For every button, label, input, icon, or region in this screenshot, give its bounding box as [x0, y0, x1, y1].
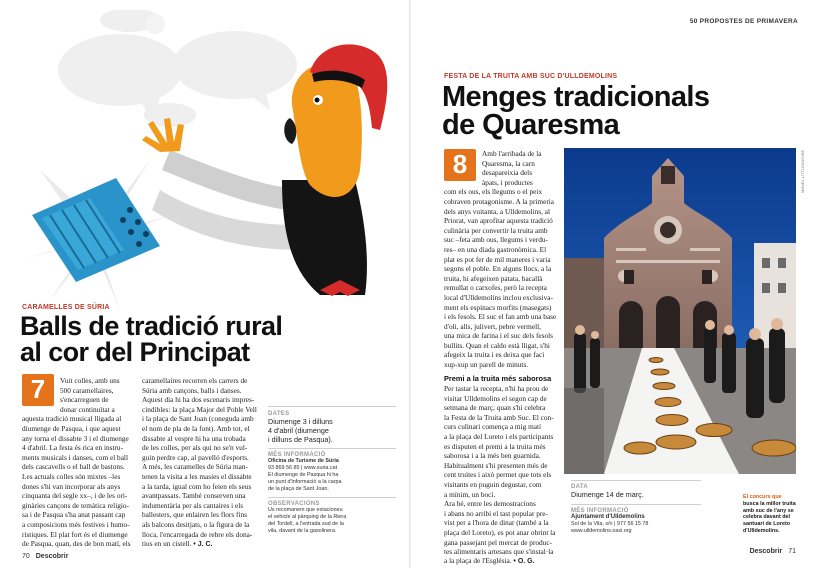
left-dates-line-2: 4 d'abril (diumenge — [268, 426, 329, 435]
text-line: any torna el dissabte 3 i el diumenge — [22, 433, 129, 443]
text-line: Les actuals colles són mixtes –les — [22, 471, 121, 481]
text-line: visitar Ulldemolins el segon cap de — [444, 393, 547, 403]
text-line: dels cascavells o el ball de bastons. — [22, 462, 125, 472]
text-line: plaça del Loreto), es pot anar obrint la — [444, 527, 556, 537]
left-phone-line: 93 869 56 85 | www.suria.cat — [268, 465, 338, 471]
caption-line-4: santuari de Loreto — [743, 521, 791, 528]
text-line: Aquest dia hi ha dos escenaris impres- — [142, 395, 255, 405]
right-headline-line-1: Menges tradicionals — [442, 81, 710, 113]
left-magazine-name: Descobrir — [35, 553, 69, 560]
text-line: Habitualment s'hi presenten més de — [444, 460, 548, 470]
right-last-line: a la plaça de l'Església. — [444, 556, 512, 565]
left-number-badge: 7 — [22, 374, 54, 406]
text-line: el nom de pla de la font). Amb tot, el — [142, 423, 250, 433]
left-folio — [22, 553, 68, 560]
text-line: a la tarda, igual com ho feien els seus — [142, 481, 252, 491]
text-line: saborosa i a la més ben guarnida. — [444, 451, 541, 461]
text-line: cinquanta del segle xx–, i de les ori- — [22, 491, 128, 501]
text-line: àpats, i productes — [482, 177, 533, 187]
right-body-end: a la plaça de l'Església. • O. G. — [444, 556, 535, 565]
text-line: 4 d'abril. La festa és rica en instru- — [22, 443, 123, 453]
left-last-line: tius en un cistell. — [142, 539, 192, 548]
text-line: s'encarreguen de — [60, 395, 109, 405]
text-line: culinària per convertir la truita amb — [444, 225, 548, 235]
left-obs-1: Us recomanem que estacioneu — [268, 507, 343, 513]
photo-caption — [743, 494, 803, 535]
text-line: d'oli, alls, julivert, pebre vermell, — [444, 321, 541, 331]
text-line: vist per a l'hora de dinar (també a la — [444, 518, 549, 528]
right-signature: O. G. — [517, 558, 535, 565]
text-line: a composicions més festives i humo- — [22, 519, 130, 529]
left-obs-4: vila, davant de la gasolinera. — [268, 528, 337, 534]
text-line: suc –feta amb ous, llegums i verdu- — [444, 235, 548, 245]
text-line: plat es pot fer de mil maneres i varia — [444, 254, 551, 264]
text-line: setmana de març, quan s'hi celebra — [444, 403, 546, 413]
text-line: com els ous, els llegums o el peix — [444, 187, 543, 197]
text-line: rístiques. El plat fort és el diumenge — [22, 529, 128, 539]
text-line: donar continuïtat a — [60, 404, 115, 414]
text-line: Priorat, van aprofitar aquesta tradició — [444, 216, 553, 226]
text-line: Amb l'arribada de la — [482, 149, 542, 158]
text-line: i abans no arribi el tast popular pre- — [444, 508, 548, 518]
right-more-info-label: MÉS INFORMACIÓ — [571, 508, 629, 514]
right-magazine-name: Descobrir — [749, 548, 783, 555]
text-line: truita, hi afegeixen patata, bacallà — [444, 273, 543, 283]
caption-line-1: busca la millor truita — [743, 500, 796, 507]
text-line: segons el poble. En alguns llocs, a la — [444, 264, 552, 274]
left-dates-line-1: Diumenge 3 i dilluns — [268, 417, 333, 426]
left-headline — [20, 313, 282, 365]
text-line: la Festa de la Truita amb Suc. El con- — [444, 412, 554, 422]
right-number-badge: 8 — [444, 149, 476, 181]
text-line: cindibles: la plaça Major del Poble Vell — [142, 404, 257, 414]
left-signature: J. C. — [197, 541, 213, 548]
text-line: i els fesols. El suc el fan amb una base — [444, 312, 557, 322]
text-line: a mínim, un bocí. — [444, 489, 496, 499]
text-line: guin perdre cap, al pavelló d'esports. — [142, 452, 249, 462]
right-kicker: FESTA DE LA TRUITA AMB SUC D'ULLDEMOLINS — [444, 73, 618, 80]
text-line: de les colles, per als qui no se'n vul- — [142, 443, 248, 453]
text-line: dels anys vuitanta, a Ulldemolins, al — [444, 206, 550, 216]
left-info-box — [268, 406, 396, 535]
running-head: 50 PROPOSTES DE PRIMAVERA — [689, 18, 798, 25]
text-line: Quaresma, la carn — [482, 158, 535, 168]
left-office-name: Oficina de Turisme de Súria — [268, 458, 339, 464]
text-line: remullat o carxofes, però la recepta — [444, 283, 547, 293]
text-line: 500 caramellaires, — [60, 385, 114, 395]
left-observations-label: OBSERVACIONS — [268, 501, 320, 507]
left-dates-line-3: i dilluns de Pasqua). — [268, 435, 333, 444]
left-column-2-end: tius en un cistell. • J. C. — [142, 539, 213, 548]
left-column-1 — [22, 376, 134, 549]
text-line: afegeix la truita i es deixa que faci — [444, 350, 545, 360]
text-line: ment els espinacs morfits (masegats) — [444, 302, 552, 312]
right-headline-line-2: de Quaresma — [442, 109, 620, 141]
text-line: cobraven protagonisme. A la primeria — [444, 196, 555, 206]
text-line: A més, les caramelles de Súria man- — [142, 462, 248, 472]
right-date-text: Diumenge 14 de març. — [571, 490, 644, 499]
text-line: Súria amb cançons, balls i danses. — [142, 385, 242, 395]
caption-line-5: d'Ulldemolins. — [743, 527, 780, 534]
accordion-drawing — [32, 178, 160, 282]
illustration-caramellaire — [20, 10, 400, 310]
left-note-3: de la plaça de Sant Joan. — [268, 486, 329, 492]
right-intro-column — [444, 149, 557, 370]
text-line: indumentària per als cantaires i els — [142, 500, 244, 510]
text-line: Ara bé, entre les demostracions — [444, 499, 536, 509]
right-body-column — [444, 384, 557, 557]
text-line: visitants en puguin degustar, com — [444, 479, 542, 489]
text-line: tenen la visita a les masies el dissabte — [142, 471, 252, 481]
right-address-line: Sol de la Vila, s/n | 977 56 15 78 — [571, 521, 649, 527]
text-line: sa i de Pasqua s'ha anat passant cap — [22, 510, 126, 520]
text-line: als balcons desitjats, o la figura de la — [142, 519, 250, 529]
text-line: bullits. Quan el caldo està lligat, s'hi — [444, 340, 550, 350]
text-line: ginàries cançons de temàtica religio- — [22, 500, 129, 510]
text-line: una mica de farina i el suc dels fesols — [444, 331, 554, 341]
right-page-number: 71 — [788, 548, 796, 555]
left-note-1: El diumenge de Pasqua hi ha — [268, 472, 339, 478]
text-line: a la plaça del Loreto i els participants — [444, 431, 554, 441]
right-info-box — [571, 480, 701, 535]
text-line: avantpassats. També conserven una — [142, 491, 246, 501]
text-line: gana passejant pel mercat de produc- — [444, 537, 552, 547]
right-date-label: DATA — [571, 484, 588, 490]
text-line: aquesta tradició musical lligada al — [22, 414, 122, 424]
page-gutter — [409, 0, 411, 568]
caption-line-2: amb suc de l'any se — [743, 507, 794, 514]
left-obs-3: del Tordell, a l'entrada sud de la — [268, 521, 344, 527]
left-obs-2: el vehicle al pàrquing de la Riera — [268, 514, 347, 520]
text-line: de Pasqua, quan, des de bon matí, els — [22, 539, 131, 549]
text-line: Vuit colles, amb uns — [60, 376, 120, 385]
left-kicker: CARAMELLES DE SÚRIA — [22, 304, 110, 311]
text-line: cent truites i això permet que tots els — [444, 470, 552, 480]
photo-sanctuary-loreto — [564, 148, 796, 474]
text-line: dones s'hi van incorporar als anys — [22, 481, 121, 491]
right-subhead: Premi a la truita més saborosa — [444, 374, 552, 383]
left-note-2: un punt d'informació a la carpa — [268, 479, 342, 485]
text-line: Per tastar la recepta, n'hi ha prou de — [444, 384, 549, 393]
left-more-info-label: MÉS INFORMACIÓ — [268, 452, 326, 458]
text-line: lloca, l'encarregada de rebre els dona- — [142, 529, 253, 539]
caption-line-3: celebra davant del — [743, 514, 791, 521]
caption-title: El concurs que — [743, 494, 782, 500]
text-line: desapareixia dels — [482, 168, 533, 178]
left-headline-line-2: al cor del Principat — [20, 337, 250, 367]
right-office-name: Ajuntament d'Ulldemolins — [571, 514, 645, 520]
text-line: caramellaires recorren els carrers de — [142, 376, 248, 385]
text-line: curs culinari comença a mig matí — [444, 422, 542, 432]
text-line: ments musicals i danses, com el ball — [22, 452, 128, 462]
text-line: diumenge de Pasqua, i que aquest — [22, 423, 121, 433]
text-line: xup-xup un parell de minuts. — [444, 360, 529, 370]
text-line: dissabte al vespre hi ha una trobada — [142, 433, 246, 443]
text-line: res– en una diada gastronòmica. El — [444, 244, 547, 254]
text-line: local d'Ulldemolins inclou exclusiva- — [444, 292, 553, 302]
text-line: es disputen el premi a la truita més — [444, 441, 546, 451]
left-column-2 — [142, 376, 260, 539]
text-line: ballesters, que enlairen les flors fins — [142, 510, 247, 520]
left-headline-line-1: Balls de tradició rural — [20, 311, 283, 341]
right-headline — [442, 83, 709, 139]
right-folio — [750, 548, 796, 555]
text-line: i la plaça de Sant Joan (coneguda amb — [142, 414, 254, 424]
photo-credit: MANEL LITTLEANCHIE — [800, 150, 805, 193]
right-web-line: www.ulldemolins.oasi.org — [571, 528, 632, 534]
left-page-number: 70 — [22, 553, 30, 560]
text-line: tes alimentaris artesans que s'instal·la — [444, 547, 554, 557]
left-dates-label: DATES — [268, 411, 290, 417]
